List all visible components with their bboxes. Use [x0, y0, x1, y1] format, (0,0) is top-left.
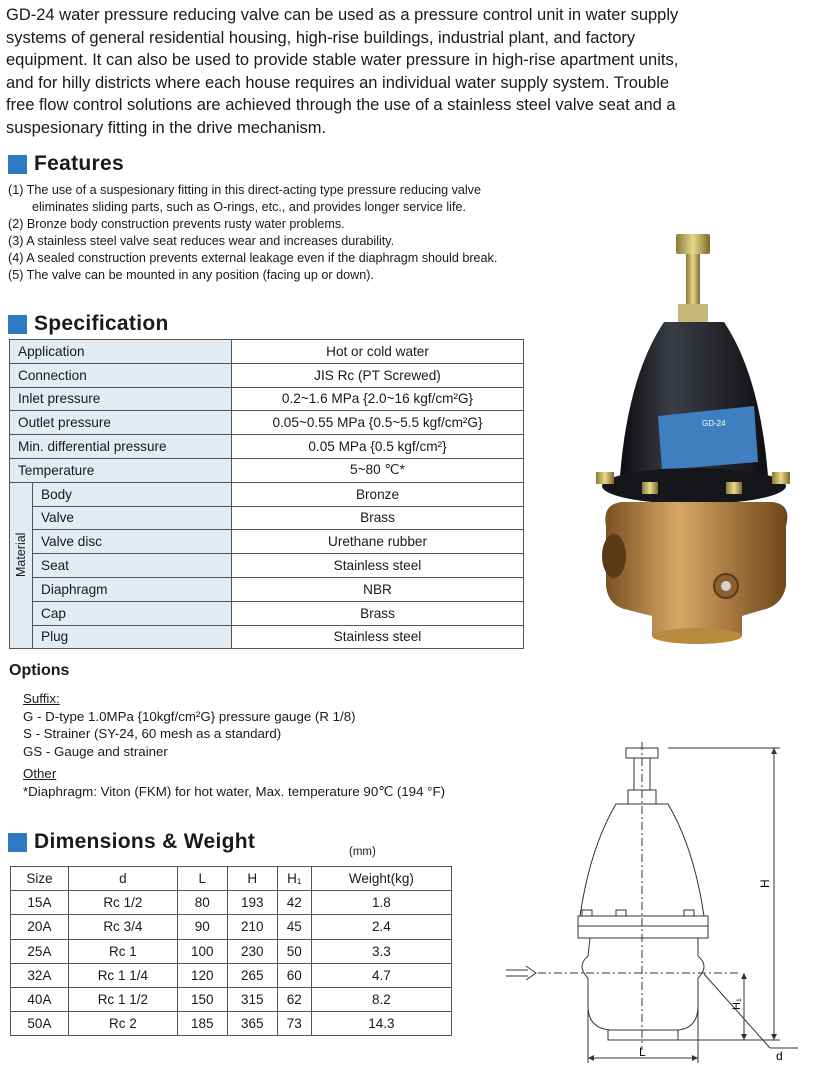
table-cell: 62 — [277, 987, 311, 1011]
spec-row — [10, 387, 524, 411]
column-header: L — [177, 867, 227, 891]
intro-line: and for hilly districts where each house requires an individual water supply system. Trouble — [6, 73, 670, 92]
table-row — [11, 891, 452, 915]
specification-title: Specification — [34, 312, 169, 335]
table-cell: 315 — [227, 987, 277, 1011]
table-cell: 4.7 — [311, 963, 451, 987]
lock-nut — [678, 304, 708, 322]
arrowhead — [692, 1055, 698, 1061]
features-list — [8, 182, 608, 284]
options-title: Options — [9, 662, 70, 679]
spec-value: Urethane rubber — [232, 530, 524, 554]
intro-line: equipment. It can also be used to provide stable water pressure in high-rise apartment units, — [6, 51, 679, 69]
table-row — [11, 915, 452, 939]
table-cell: 365 — [227, 1012, 277, 1036]
table-cell: 3.3 — [311, 939, 451, 963]
spec-label: Valve — [33, 506, 232, 530]
table-row — [11, 963, 452, 987]
spec-value: 0.2~1.6 MPa {2.0~16 kgf/cm²G} — [232, 387, 524, 411]
intro-line: free flow control solutions are achieved through the use of a stainless steel valve seat and a — [6, 96, 676, 114]
arrowhead — [771, 748, 777, 754]
suffix-item: GS - Gauge and strainer — [23, 743, 168, 759]
table-cell: 120 — [177, 963, 227, 987]
spec-value: 0.05 MPa {0.5 kgf/cm²} — [232, 435, 524, 459]
table-cell: 1.8 — [311, 891, 451, 915]
feature-item: (3) A stainless steel valve seat reduces wear and increases durability. — [8, 234, 395, 248]
other-item: *Diaphragm: Viton (FKM) for hot water, Max. temperature 90℃ (194 °F) — [23, 783, 446, 799]
table-cell: 50A — [11, 1012, 69, 1036]
column-header: Size — [11, 867, 69, 891]
spec-row — [10, 340, 524, 364]
spec-row — [10, 530, 524, 554]
drawing-bolt — [616, 910, 626, 916]
dimensions-table — [10, 866, 452, 1036]
spec-row — [10, 435, 524, 459]
flow-arrow-icon — [506, 966, 536, 980]
section-marker-icon — [8, 155, 27, 174]
table-cell: 185 — [177, 1012, 227, 1036]
arrowhead — [741, 1034, 747, 1040]
spec-value: Hot or cold water — [232, 340, 524, 364]
column-header: Weight(kg) — [311, 867, 451, 891]
table-row — [11, 1012, 452, 1036]
spec-value: Bronze — [232, 482, 524, 506]
spec-row — [10, 554, 524, 578]
table-cell: 8.2 — [311, 987, 451, 1011]
flange-bolt — [772, 472, 790, 484]
table-cell: Rc 1 — [68, 939, 177, 963]
spec-label: Outlet pressure — [10, 411, 232, 435]
table-cell: 42 — [277, 891, 311, 915]
unit-label: (mm) — [349, 846, 376, 858]
feature-item: (5) The valve can be mounted in any position (facing up or down). — [8, 268, 374, 282]
feature-item: (2) Bronze body construction prevents rusty water problems. — [8, 217, 345, 231]
table-cell: 32A — [11, 963, 69, 987]
spec-label: Cap — [33, 601, 232, 625]
suffix-item: S - Strainer (SY-24, 60 mesh as a standard) — [23, 726, 282, 741]
label-l: L — [639, 1045, 646, 1059]
spec-label: Min. differential pressure — [10, 435, 232, 459]
table-cell: 50 — [277, 939, 311, 963]
valve-product-photo — [592, 226, 804, 656]
section-marker-icon — [8, 315, 27, 334]
valve-body — [605, 502, 787, 636]
feature-item: eliminates sliding parts, such as O-rings, etc., and provides longer service life. — [32, 200, 466, 214]
spec-value: Brass — [232, 601, 524, 625]
table-cell: 230 — [227, 939, 277, 963]
table-cell: 193 — [227, 891, 277, 915]
table-cell: 2.4 — [311, 915, 451, 939]
specification-table — [9, 339, 524, 649]
table-cell: 45 — [277, 915, 311, 939]
intro-paragraph — [6, 4, 796, 139]
flange — [602, 468, 786, 504]
intro-line: GD-24 water pressure reducing valve can be used as a pressure control unit in water supply — [6, 6, 679, 24]
arrowhead — [741, 973, 747, 979]
spec-label: Application — [10, 340, 232, 364]
table-row — [11, 939, 452, 963]
table-cell: 14.3 — [311, 1012, 451, 1036]
spec-value: Stainless steel — [232, 625, 524, 649]
spec-label: Diaphragm — [33, 577, 232, 601]
spec-row — [10, 458, 524, 482]
table-cell: 265 — [227, 963, 277, 987]
section-marker-icon — [8, 833, 27, 852]
spec-label: Valve disc — [33, 530, 232, 554]
label-h: H — [758, 879, 772, 888]
drawing-bolt — [582, 910, 592, 916]
spec-value: JIS Rc (PT Screwed) — [232, 363, 524, 387]
dimension-drawing — [498, 738, 814, 1068]
flange-bolt — [726, 482, 742, 494]
table-header-row — [11, 867, 452, 891]
spec-label: Connection — [10, 363, 232, 387]
options-list — [23, 690, 445, 800]
feature-item: (4) A sealed construction prevents external leakage even if the diaphragm should break. — [8, 251, 498, 265]
outlet-port — [652, 628, 742, 644]
table-cell: Rc 3/4 — [68, 915, 177, 939]
plug — [721, 581, 731, 591]
spec-row — [10, 411, 524, 435]
spec-value: 0.05~0.55 MPa {0.5~5.5 kgf/cm²G} — [232, 411, 524, 435]
drawing-flange-bottom — [578, 926, 708, 938]
adjusting-nut — [676, 234, 710, 254]
features-title: Features — [34, 152, 124, 175]
label-h1: H₁ — [731, 998, 743, 1010]
drawing-body — [582, 938, 704, 1030]
spec-value: Stainless steel — [232, 554, 524, 578]
column-header: H₁ — [277, 867, 311, 891]
spec-label: Plug — [33, 625, 232, 649]
spec-row — [10, 577, 524, 601]
spec-label: Body — [33, 482, 232, 506]
spec-value: NBR — [232, 577, 524, 601]
table-cell: 40A — [11, 987, 69, 1011]
nameplate-text: GD-24 — [702, 419, 726, 428]
flange-bolt — [642, 482, 658, 494]
table-cell: Rc 1 1/2 — [68, 987, 177, 1011]
table-cell: Rc 2 — [68, 1012, 177, 1036]
spec-label: Temperature — [10, 458, 232, 482]
flange-bolt — [596, 472, 614, 484]
table-cell: 60 — [277, 963, 311, 987]
spec-row — [10, 506, 524, 530]
dim-leader-d — [704, 974, 770, 1048]
table-cell: 100 — [177, 939, 227, 963]
spec-row — [10, 625, 524, 649]
column-header: H — [227, 867, 277, 891]
intro-line: systems of general residential housing, high-rise buildings, industrial plant, and factory — [6, 28, 636, 47]
material-group-label: Material — [10, 482, 33, 649]
suffix-label: Suffix: — [23, 691, 60, 706]
column-header: d — [68, 867, 177, 891]
table-row — [11, 987, 452, 1011]
table-cell: 90 — [177, 915, 227, 939]
table-cell: 150 — [177, 987, 227, 1011]
suffix-item: G - D-type 1.0MPa {10kgf/cm²G} pressure gauge (R 1/8) — [23, 708, 356, 724]
arrowhead — [588, 1055, 594, 1061]
spec-row — [10, 601, 524, 625]
spec-label: Seat — [33, 554, 232, 578]
table-cell: Rc 1/2 — [68, 891, 177, 915]
spec-label: Inlet pressure — [10, 387, 232, 411]
intro-line: suspesionary fitting in the drive mechanism. — [6, 118, 327, 137]
drawing-bolt — [684, 910, 694, 916]
table-cell: 210 — [227, 915, 277, 939]
spec-row — [10, 482, 524, 506]
drawing-outlet — [608, 1030, 678, 1040]
table-cell: 15A — [11, 891, 69, 915]
label-d: d — [776, 1049, 783, 1063]
spec-value: Brass — [232, 506, 524, 530]
arrowhead — [771, 1034, 777, 1040]
table-cell: Rc 1 1/4 — [68, 963, 177, 987]
dimensions-heading — [8, 830, 255, 854]
features-heading — [8, 152, 124, 176]
dimensions-title: Dimensions & Weight — [34, 830, 256, 853]
nameplate — [658, 406, 758, 470]
spec-value: 5~80 ℃* — [232, 458, 524, 482]
table-cell: 20A — [11, 915, 69, 939]
spec-row — [10, 363, 524, 387]
table-cell: 80 — [177, 891, 227, 915]
inlet-port — [602, 534, 626, 578]
drawing-flange-top — [578, 916, 708, 926]
feature-item: (1) The use of a suspesionary fitting in this direct-acting type pressure reducing valve — [8, 183, 481, 197]
specification-heading — [8, 312, 169, 336]
table-cell: 25A — [11, 939, 69, 963]
other-label: Other — [23, 766, 57, 781]
table-cell: 73 — [277, 1012, 311, 1036]
